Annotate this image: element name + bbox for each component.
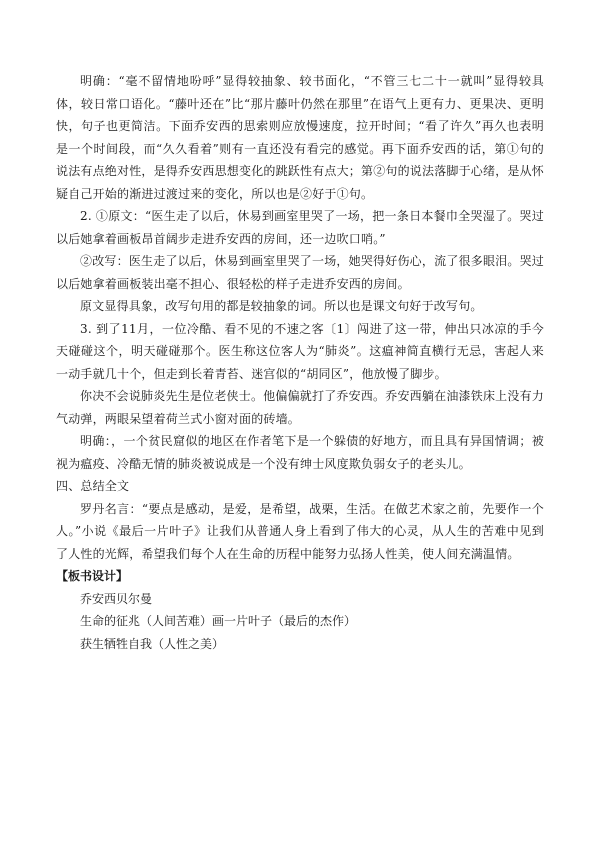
document-body [56, 70, 544, 655]
paragraph-rewrite: ②改写：医生走了以后，休易到画室里哭了一场，她哭得好伤心，流了很多眼泪。哭过以后她拿着画板装出毫不担心、很轻松的样子走进乔安西的房间。 [56, 254, 544, 291]
board-design-list [56, 588, 544, 656]
board-line: 生命的征兆（人间苦难）画一片叶子（最后的杰作） [80, 614, 357, 628]
paragraph-rodin-quote: 罗丹名言：“要点是感动，是爱，是希望，战栗，生活。在做艺术家之前，先要作一个人。”小说《最后一片叶子》让我们从普通人身上看到了伟大的心灵，从人生的苦难中见到了人性的光辉，希望我们每个人在生命的历程中能努力弘扬人性美，使人间充满温情。 [56, 501, 544, 561]
paragraph-original-text: 2. ①原文：“医生走了以后，休易到画室里哭了一场，把一条日本餐巾全哭湿了。哭过以后她拿着画板昂首阔步走进乔安西的房间，还一边吹口哨。” [56, 209, 544, 246]
paragraph-example-3: 3. 到了11月，一位冷酷、看不见的不速之客〔1〕闯进了这一带，伸出只冰凉的手今天碰碰这个，明天碰碰那个。医生称这位客人为“肺炎”。这瘟神简直横行无忌，害起人来一动手就几十个，但走到长着青苔、迷宫似的“胡同区”，他放慢了脚步。 [56, 321, 544, 381]
section-heading-summary: 四、总结全文 [56, 479, 130, 493]
paragraph-clarification-1: 明确：“毫不留情地吩呼”显得较抽象、较书面化，“不管三七二十一就叫”显得较具体，较日常口语化。“藤叶还在”比“那片藤叶仍然在那里”在语气上更有力、更果决、更明快，句子也更简洁。下面乔安西的思索则应放慢速度，拉开时间；“看了许久”再久也表明是一个时间段，而“久久看着”则有一直还没有看完的感觉。再下面乔安西的话，第①句的说法有点绝对性，是得乔安西思想变化的跳跃性有点大；第②句的说法落脚于心绪，是从怀疑自己开始的渐进过渡过来的变化，所以也是②好于①句。 [56, 74, 545, 201]
paragraph-example-3-cont: 你决不会说肺炎先生是位老侠士。他偏偏就打了乔安西。乔安西躺在油漆铁床上没有力气动弹，两眼呆望着荷兰式小窗对面的砖墙。 [56, 389, 544, 426]
board-line: 乔安西贝尔曼 [80, 591, 153, 606]
paragraph-clarification-2: 明确：，一个贫民窟似的地区在作者笔下是一个躲债的好地方，而且具有异国情调；被视为瘟疫、冷酷无情的肺炎被说成是一个没有绅士风度欺负弱女子的老头儿。 [56, 434, 544, 471]
paragraph-comparison: 原文显得具象，改写句用的都是较抽象的词。所以也是课文句好于改写句。 [80, 299, 483, 313]
board-design-heading: 【板书设计】 [56, 569, 129, 583]
board-line: 获生牺牲自我（人性之美） [80, 636, 225, 651]
